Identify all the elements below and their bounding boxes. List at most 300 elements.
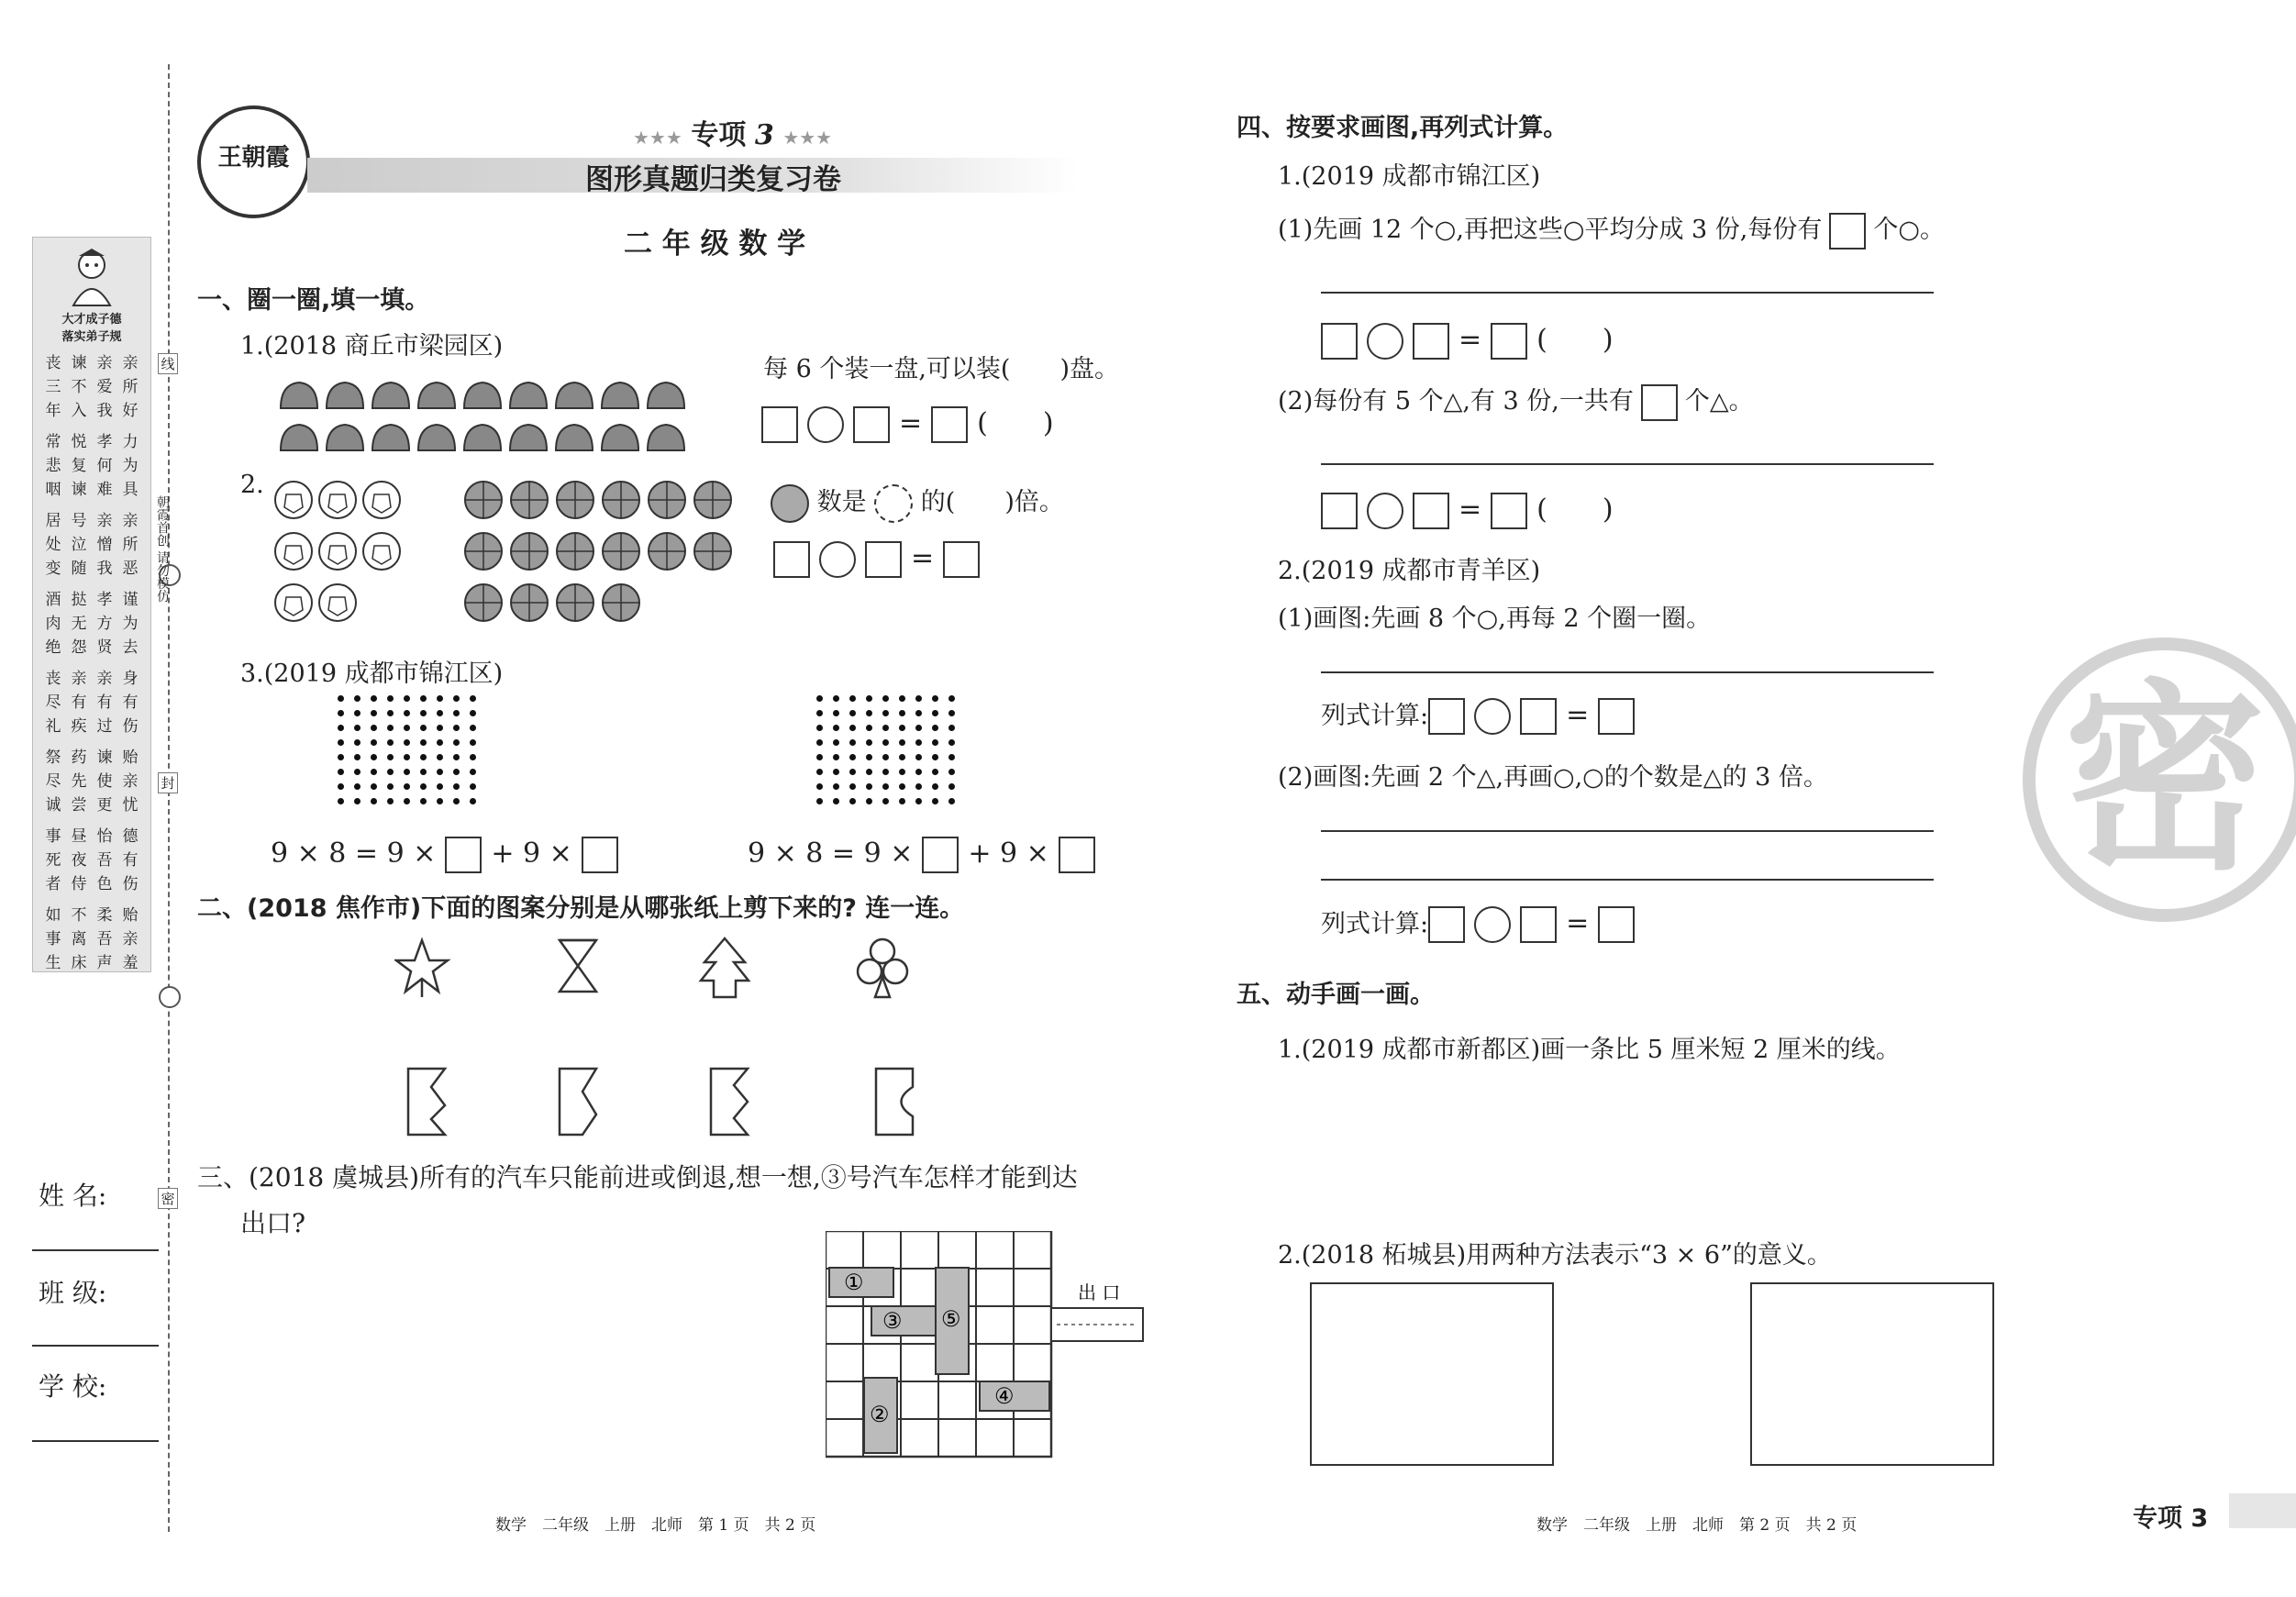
dot [404, 798, 410, 804]
soccer-ball-icon [363, 482, 400, 518]
dot [387, 798, 394, 804]
dot [420, 725, 427, 731]
dot [404, 725, 410, 731]
school-label: 学 校: [39, 1371, 107, 1402]
binding-dashed-line [168, 64, 170, 1532]
dot [338, 798, 344, 804]
q1-text: 每 6 个装一盘,可以装( )盘。 [763, 355, 1119, 383]
answer-box[interactable] [1428, 906, 1465, 943]
dot [420, 739, 427, 746]
q1-label: 1.(2018 商丘市梁园区) [240, 332, 504, 360]
dot [354, 769, 360, 775]
dot [948, 754, 955, 760]
dot [404, 783, 410, 790]
q1-equation: = ( ) [761, 400, 1063, 443]
answer-box[interactable] [1598, 698, 1635, 735]
dot [338, 739, 344, 746]
dot [354, 725, 360, 731]
peach-icon [464, 425, 501, 450]
s4-q2b-text: (2)画图:先画 2 个△,再画○,○的个数是△的 3 倍。 [1278, 763, 1828, 792]
dot [882, 783, 889, 790]
dot [948, 783, 955, 790]
q2-equation: = [773, 541, 989, 578]
dot [404, 695, 410, 702]
dot [816, 739, 823, 746]
dot [420, 695, 427, 702]
q2-text: 数是 的( )倍。 [771, 482, 1064, 523]
dot [387, 739, 394, 746]
q3-label: 3.(2019 成都市锦江区) [240, 660, 504, 688]
basketball-icon [603, 533, 639, 570]
dot [899, 769, 905, 775]
peach-icon [327, 383, 363, 408]
bind-mark-feng: 封 [158, 772, 178, 793]
dot [420, 798, 427, 804]
dot-array-left [338, 695, 486, 813]
q3-equation-left: 9 × 8 = 9 × + 9 × [271, 837, 627, 873]
dot [371, 769, 377, 775]
parking-grid [826, 1231, 1174, 1464]
dot [387, 695, 394, 702]
watermark-text: 密 [2063, 660, 2266, 897]
page-title: 图形真题归类复习卷 [585, 163, 841, 196]
dot [354, 798, 360, 804]
star-shape-icon [396, 940, 448, 997]
dot [866, 754, 872, 760]
dot [899, 754, 905, 760]
basketball-icon [557, 584, 593, 621]
peach-icon [418, 425, 455, 450]
footer-right: 数学 二年级 上册 北师 第 2 页 共 2 页 [1536, 1516, 1858, 1535]
dot [816, 754, 823, 760]
section5-heading: 五、动手画一画。 [1237, 981, 1435, 1009]
dot [453, 754, 460, 760]
dot [453, 798, 460, 804]
dot [437, 725, 443, 731]
dot [470, 783, 476, 790]
peach-icon [281, 383, 317, 408]
dot [899, 783, 905, 790]
dot [833, 798, 839, 804]
dot [948, 798, 955, 804]
answer-box[interactable] [582, 837, 618, 873]
car-4[interactable] [980, 1381, 1049, 1411]
answer-box[interactable] [1413, 323, 1449, 360]
dot [470, 769, 476, 775]
basketball-icon [511, 584, 548, 621]
motto-line-1: 大才成子德 [61, 313, 122, 327]
dot [371, 739, 377, 746]
peach-icon [464, 383, 501, 408]
exit-label: 出 口 [1078, 1281, 1121, 1303]
basketball-icon [511, 482, 548, 518]
dot [932, 725, 938, 731]
dot [816, 798, 823, 804]
dot [833, 754, 839, 760]
basketball-icon [465, 482, 502, 518]
dot [816, 769, 823, 775]
dot [899, 725, 905, 731]
folded-paper-1-icon [408, 1069, 445, 1135]
answer-box[interactable] [1598, 906, 1635, 943]
dot [932, 710, 938, 716]
dot [371, 695, 377, 702]
dot [371, 710, 377, 716]
basketball-icon [603, 584, 639, 621]
car-2-label: ② [870, 1402, 890, 1427]
dot [833, 769, 839, 775]
dot [882, 725, 889, 731]
answer-box[interactable] [1321, 493, 1358, 529]
dot [849, 798, 856, 804]
dot [915, 769, 922, 775]
series-label: ★★★ 专项 3 ★★★ [633, 119, 833, 151]
dot [354, 754, 360, 760]
dot [404, 710, 410, 716]
section2-heading: 二、(2018 焦作市)下面的图案分别是从哪张纸上剪下来的? 连一连。 [197, 894, 965, 923]
soccer-ball-icon [275, 584, 312, 621]
dot [420, 754, 427, 760]
brand-logo [197, 105, 310, 218]
dot [833, 739, 839, 746]
dot [470, 710, 476, 716]
peach-icon [648, 425, 684, 450]
s4-q2b-calc: 列式计算: = [1321, 904, 1644, 943]
operator-circle[interactable] [807, 406, 844, 443]
soccer-ball-icon [363, 533, 400, 570]
dot [849, 710, 856, 716]
drawing-line[interactable] [1321, 830, 1934, 832]
dot [849, 725, 856, 731]
dot [915, 739, 922, 746]
dot [849, 754, 856, 760]
operator-circle[interactable] [1474, 906, 1511, 943]
dot [849, 739, 856, 746]
dot [453, 769, 460, 775]
s5-q2: 2.(2018 柘城县)用两种方法表示“3 × 6”的意义。 [1278, 1241, 1832, 1270]
peach-group [273, 372, 695, 458]
peach-icon [556, 383, 593, 408]
answer-box[interactable] [761, 406, 798, 443]
basketball-icon [511, 533, 548, 570]
dot [371, 798, 377, 804]
soccer-ball-icon [275, 533, 312, 570]
no-copy-warning: 朝霞首创 请勿模仿 [155, 495, 170, 603]
section4-heading: 四、按要求画图,再列式计算。 [1237, 114, 1569, 142]
peach-icon [510, 425, 547, 450]
cut-shapes [394, 931, 945, 1146]
dot [354, 739, 360, 746]
dot [882, 754, 889, 760]
footer-tag-bar [2229, 1493, 2296, 1528]
basketball-icon [557, 482, 593, 518]
dot [420, 710, 427, 716]
basketball-icon [694, 533, 731, 570]
dot [338, 754, 344, 760]
answer-box[interactable] [445, 837, 482, 873]
s4-q1a-text: (1)先画 12 个○,再把这些○平均分成 3 份,每份有 个○。 [1278, 209, 1945, 250]
soccer-ball-icon [874, 484, 913, 523]
binding-hole-icon [159, 986, 181, 1008]
answer-box[interactable] [1641, 384, 1678, 421]
dot [816, 783, 823, 790]
peach-icon [372, 425, 409, 450]
tree-shape-icon [701, 938, 749, 997]
dot [338, 783, 344, 790]
s5-q1: 1.(2019 成都市新都区)画一条比 5 厘米短 2 厘米的线。 [1278, 1036, 1901, 1064]
drawing-line[interactable] [1321, 292, 1934, 294]
name-label: 姓 名: [39, 1181, 107, 1211]
peach-icon [510, 383, 547, 408]
dot [932, 783, 938, 790]
answer-box[interactable] [1321, 323, 1358, 360]
drawing-line[interactable] [1321, 463, 1934, 465]
dot [899, 739, 905, 746]
operator-circle[interactable] [1367, 493, 1403, 529]
dot [470, 739, 476, 746]
answer-box[interactable] [853, 406, 890, 443]
dot [932, 739, 938, 746]
dot [453, 739, 460, 746]
car-4-label: ④ [994, 1383, 1015, 1409]
scholar-figure-icon [60, 245, 124, 309]
club-shape-icon [858, 939, 907, 997]
name-blank[interactable] [32, 1249, 159, 1251]
dot [948, 769, 955, 775]
dot [932, 769, 938, 775]
confidential-seal [2023, 638, 2296, 922]
dot [915, 695, 922, 702]
dot [948, 725, 955, 731]
dot [866, 725, 872, 731]
peach-icon [602, 383, 638, 408]
dot [338, 710, 344, 716]
dot [833, 710, 839, 716]
q2-label: 2. [240, 471, 264, 499]
dot [932, 754, 938, 760]
dot [882, 695, 889, 702]
dot [915, 725, 922, 731]
answer-box[interactable] [943, 541, 980, 578]
dot [453, 710, 460, 716]
bind-mark-mi: 密 [158, 1188, 178, 1209]
dot [882, 798, 889, 804]
dot [387, 725, 394, 731]
answer-frame-1[interactable] [1310, 1282, 1554, 1466]
dot [437, 710, 443, 716]
peach-icon [556, 425, 593, 450]
dot [437, 769, 443, 775]
class-blank[interactable] [32, 1345, 159, 1347]
basketball-icon [649, 482, 685, 518]
dot [437, 783, 443, 790]
dot [437, 739, 443, 746]
s4-q1-label: 1.(2019 成都市锦江区) [1278, 162, 1541, 191]
dot [470, 725, 476, 731]
dot [437, 695, 443, 702]
dot [354, 783, 360, 790]
dot [849, 695, 856, 702]
dot [338, 769, 344, 775]
dot [404, 754, 410, 760]
dot [387, 783, 394, 790]
dot [932, 798, 938, 804]
dot [420, 769, 427, 775]
dot [915, 710, 922, 716]
dot [932, 695, 938, 702]
page-subtitle: 二 年 级 数 学 [624, 227, 806, 261]
answer-box[interactable] [773, 541, 810, 578]
drawing-line[interactable] [1321, 671, 1934, 673]
dot [899, 710, 905, 716]
dot [866, 710, 872, 716]
dot [882, 739, 889, 746]
bind-mark-xian: 线 [158, 353, 178, 374]
dot [849, 783, 856, 790]
dot [338, 695, 344, 702]
answer-box[interactable] [1491, 323, 1527, 360]
dot [882, 769, 889, 775]
s4-q1b-equation: = ( ) [1321, 486, 1623, 529]
section1-heading: 一、圈一圈,填一填。 [197, 286, 430, 315]
folded-paper-4-icon [876, 1069, 913, 1135]
s4-q2a-calc: 列式计算: = [1321, 695, 1644, 735]
dot [354, 710, 360, 716]
answer-box[interactable] [1829, 213, 1866, 250]
dot [437, 754, 443, 760]
answer-box[interactable] [1428, 698, 1465, 735]
dot [866, 798, 872, 804]
answer-box[interactable] [922, 837, 959, 873]
dot [866, 769, 872, 775]
q3-equation-right: 9 × 8 = 9 × + 9 × [748, 837, 1104, 873]
hourglass-shape-icon [560, 940, 596, 992]
dot [816, 710, 823, 716]
peach-icon [648, 383, 684, 408]
basketball-icon [557, 533, 593, 570]
s4-q1b-text: (2)每份有 5 个△,有 3 份,一共有 个△。 [1278, 381, 1754, 421]
folded-paper-2-icon [560, 1069, 596, 1135]
dot [948, 710, 955, 716]
dot [470, 754, 476, 760]
drawing-line[interactable] [1321, 879, 1934, 881]
dot [915, 783, 922, 790]
folded-paper-3-icon [711, 1069, 748, 1135]
dot [833, 783, 839, 790]
dot [387, 769, 394, 775]
basketball-icon [603, 482, 639, 518]
peach-icon [418, 383, 455, 408]
dot [866, 783, 872, 790]
answer-box[interactable] [1413, 493, 1449, 529]
answer-box[interactable] [1491, 493, 1527, 529]
peach-icon [281, 425, 317, 450]
dot [404, 739, 410, 746]
dot [899, 695, 905, 702]
basketball-icon [465, 533, 502, 570]
section3-heading-cont: 出口? [240, 1208, 306, 1238]
basketball-icon [465, 584, 502, 621]
section3-heading: 三、(2018 虞城县)所有的汽车只能前进或倒退,想一想,③号汽车怎样才能到达 [197, 1162, 1078, 1192]
dot [453, 725, 460, 731]
car-5-label: ⑤ [941, 1306, 961, 1332]
peach-icon [327, 425, 363, 450]
answer-box[interactable] [1059, 837, 1095, 873]
s4-q2-label: 2.(2019 成都市青羊区) [1278, 557, 1541, 585]
dot [404, 769, 410, 775]
class-label: 班 级: [39, 1278, 107, 1308]
peach-icon [602, 425, 638, 450]
dot [371, 754, 377, 760]
s4-q2a-text: (1)画图:先画 8 个○,再每 2 个圈一圈。 [1278, 604, 1712, 633]
motto-line-2: 落实弟子规 [61, 330, 122, 344]
dot [387, 754, 394, 760]
dot [338, 725, 344, 731]
operator-circle[interactable] [1474, 698, 1511, 735]
answer-frame-2[interactable] [1750, 1282, 1994, 1466]
operator-circle[interactable] [1367, 323, 1403, 360]
dot [816, 695, 823, 702]
answer-box[interactable] [931, 406, 968, 443]
car-3-label: ③ [882, 1308, 903, 1334]
dot [420, 783, 427, 790]
footer-left: 数学 二年级 上册 北师 第 1 页 共 2 页 [495, 1516, 816, 1535]
operator-circle[interactable] [819, 541, 856, 578]
answer-box[interactable] [1520, 698, 1557, 735]
dot [866, 695, 872, 702]
dot [816, 725, 823, 731]
ball-group [271, 477, 748, 632]
dot [470, 695, 476, 702]
answer-box[interactable] [865, 541, 902, 578]
dot [453, 695, 460, 702]
dot [866, 739, 872, 746]
dot [899, 798, 905, 804]
dot-array-right [816, 695, 965, 813]
dot [371, 783, 377, 790]
soccer-ball-icon [319, 533, 356, 570]
soccer-ball-icon [319, 584, 356, 621]
dot [948, 695, 955, 702]
peach-icon [372, 383, 409, 408]
s4-q1a-equation: = ( ) [1321, 316, 1623, 360]
dot [387, 710, 394, 716]
sidebar-poem: 丧 谏 亲 亲 三 不 爱 所 年 入 我 好 常 悦 孝 力 悲 复 何 为 咽 谏 难 具 居 号 亲 亲 处 泣 憎 所 变 随 我 恶 酒 挞 孝 谨 肉 无 方 为 绝 怨 贤 去 丧 亲 亲 身 尽 有 有 有 礼 疾 过 伤 祭 药 谏 贻 尽 先 使 亲 诚 尝 更 忧 事 昼 怡 德 死 夜 吾 有 者 侍 色 伤 如 不 柔 贻 事 离 吾 亲 生 床 声 羞 [45, 354, 139, 972]
sidebar-panel [32, 237, 151, 972]
soccer-ball-icon [275, 482, 312, 518]
basketball-icon [771, 484, 809, 523]
dot [371, 725, 377, 731]
dot [915, 798, 922, 804]
basketball-icon [694, 482, 731, 518]
basketball-icon [649, 533, 685, 570]
school-blank[interactable] [32, 1440, 159, 1442]
footer-tag: 专项 3 [2133, 1504, 2209, 1533]
dot [833, 725, 839, 731]
brand-name: 王朝霞 [217, 144, 290, 172]
dot [849, 769, 856, 775]
dot [354, 695, 360, 702]
dot [882, 710, 889, 716]
answer-box[interactable] [1520, 906, 1557, 943]
soccer-ball-icon [319, 482, 356, 518]
car-3[interactable] [871, 1306, 936, 1336]
dot [437, 798, 443, 804]
car-1-label: ① [844, 1270, 864, 1295]
dot [453, 783, 460, 790]
dot [833, 695, 839, 702]
dot [470, 798, 476, 804]
